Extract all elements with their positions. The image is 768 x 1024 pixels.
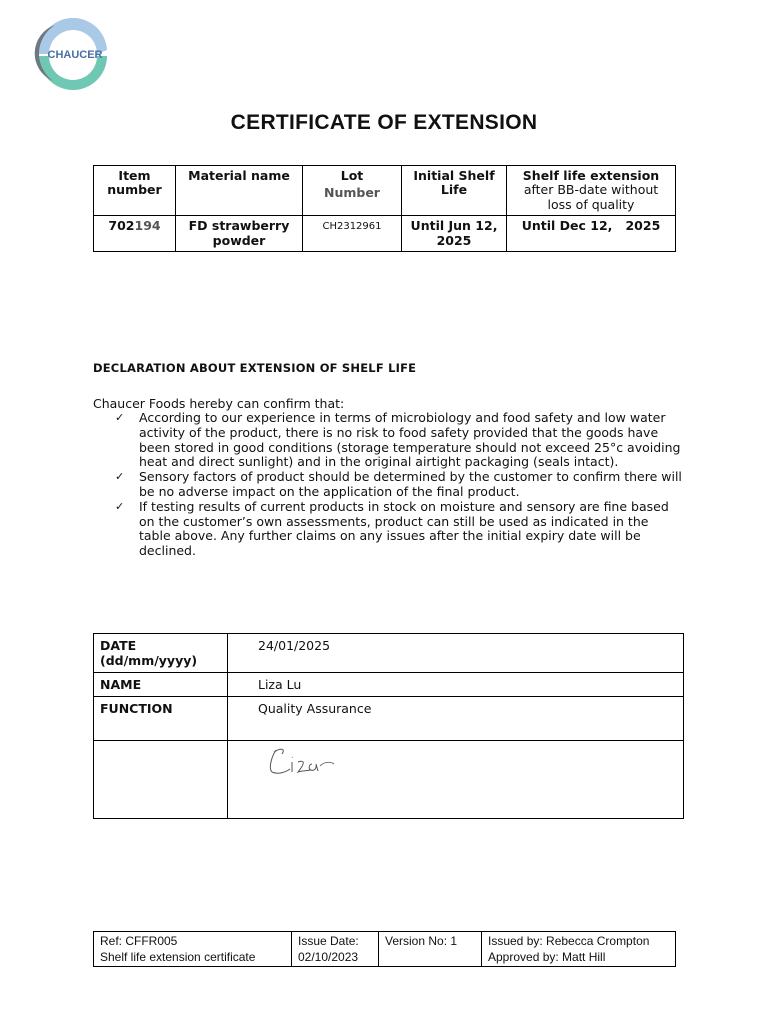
- header-item-number: Item number: [94, 166, 176, 216]
- header-lot: [303, 166, 402, 216]
- header-initial-shelf-life: Initial Shelf Life: [402, 166, 507, 216]
- declaration-list: [93, 411, 683, 559]
- signature-image: [264, 742, 344, 778]
- header-material-name: Material name: [176, 166, 303, 216]
- table-row: [94, 932, 676, 967]
- checkmark-icon: ✓: [115, 470, 125, 484]
- cell-item-number: 702194: [94, 216, 176, 252]
- declaration-title: DECLARATION ABOUT EXTENSION OF SHELF LIFE: [93, 361, 417, 375]
- checkmark-icon: ✓: [115, 499, 125, 513]
- list-item: ✓ If testing results of current products in stock on moisture and sensory are fine based on the customer’s own assessments, product can still be used as indicated in the table above. Any further claims on any issues after the initial expiry date will be declined.: [115, 498, 669, 559]
- cell-material-name: FD strawberry powder: [176, 216, 303, 252]
- footer-issue-date: Issue Date: 02/10/2023: [292, 932, 379, 967]
- signature-label-cell: [94, 741, 228, 819]
- extension-table-header: [94, 166, 676, 216]
- declaration-intro: Chaucer Foods hereby can confirm that:: [93, 396, 345, 411]
- table-row: [94, 697, 684, 741]
- cell-shelf-life-extension: Until Dec 12, 2025: [507, 216, 676, 252]
- header-lot-sub: Number: [324, 185, 380, 201]
- name-value: Liza Lu: [228, 673, 684, 697]
- chaucer-logo: [34, 18, 112, 90]
- header-lot-label: Lot: [340, 168, 364, 183]
- list-item: ✓ Sensory factors of product should be determined by the customer to confirm there will be no adverse impact on the application of the final product.: [115, 469, 682, 499]
- extension-table: [93, 165, 676, 252]
- checkmark-icon: ✓: [115, 411, 125, 424]
- header-shelf-life-extension: [507, 166, 676, 216]
- function-value: Quality Assurance: [228, 697, 684, 741]
- table-row: [94, 673, 684, 697]
- table-row: [94, 216, 676, 252]
- footer-issued-approved: Issued by: Rebecca Crompton Approved by: Matt Hill: [482, 932, 676, 967]
- footer-ref: Ref: CFFR005 Shelf life extension certificate: [94, 932, 292, 967]
- signoff-table: [93, 633, 684, 819]
- footer-table: [93, 931, 676, 967]
- date-label: DATE (dd/mm/yyyy): [94, 634, 228, 673]
- header-extension-sub: after BB-date without loss of quality: [523, 182, 659, 212]
- cell-initial-shelf-life: Until Jun 12, 2025: [402, 216, 507, 252]
- name-label: NAME: [94, 673, 228, 697]
- cell-lot: CH2312961: [303, 216, 402, 252]
- table-row: [94, 634, 684, 673]
- list-item: ✓ According to our experience in terms of microbiology and food safety and low water activity of the product, there is no risk to food safety provided that the goods have been stored in good conditions (storage temperature should not exceed 25°c avoiding heat and direct sunlight) and in the original airtight packaging (seals intact).: [115, 410, 681, 470]
- header-extension-label: Shelf life extension: [522, 168, 660, 183]
- logo-text: CHAUCER: [47, 49, 103, 61]
- table-row: [94, 741, 684, 819]
- function-label: FUNCTION: [94, 697, 228, 741]
- date-value: 24/01/2025: [228, 634, 684, 673]
- footer-version: Version No: 1: [379, 932, 482, 967]
- page-title: CERTIFICATE OF EXTENSION: [230, 111, 538, 134]
